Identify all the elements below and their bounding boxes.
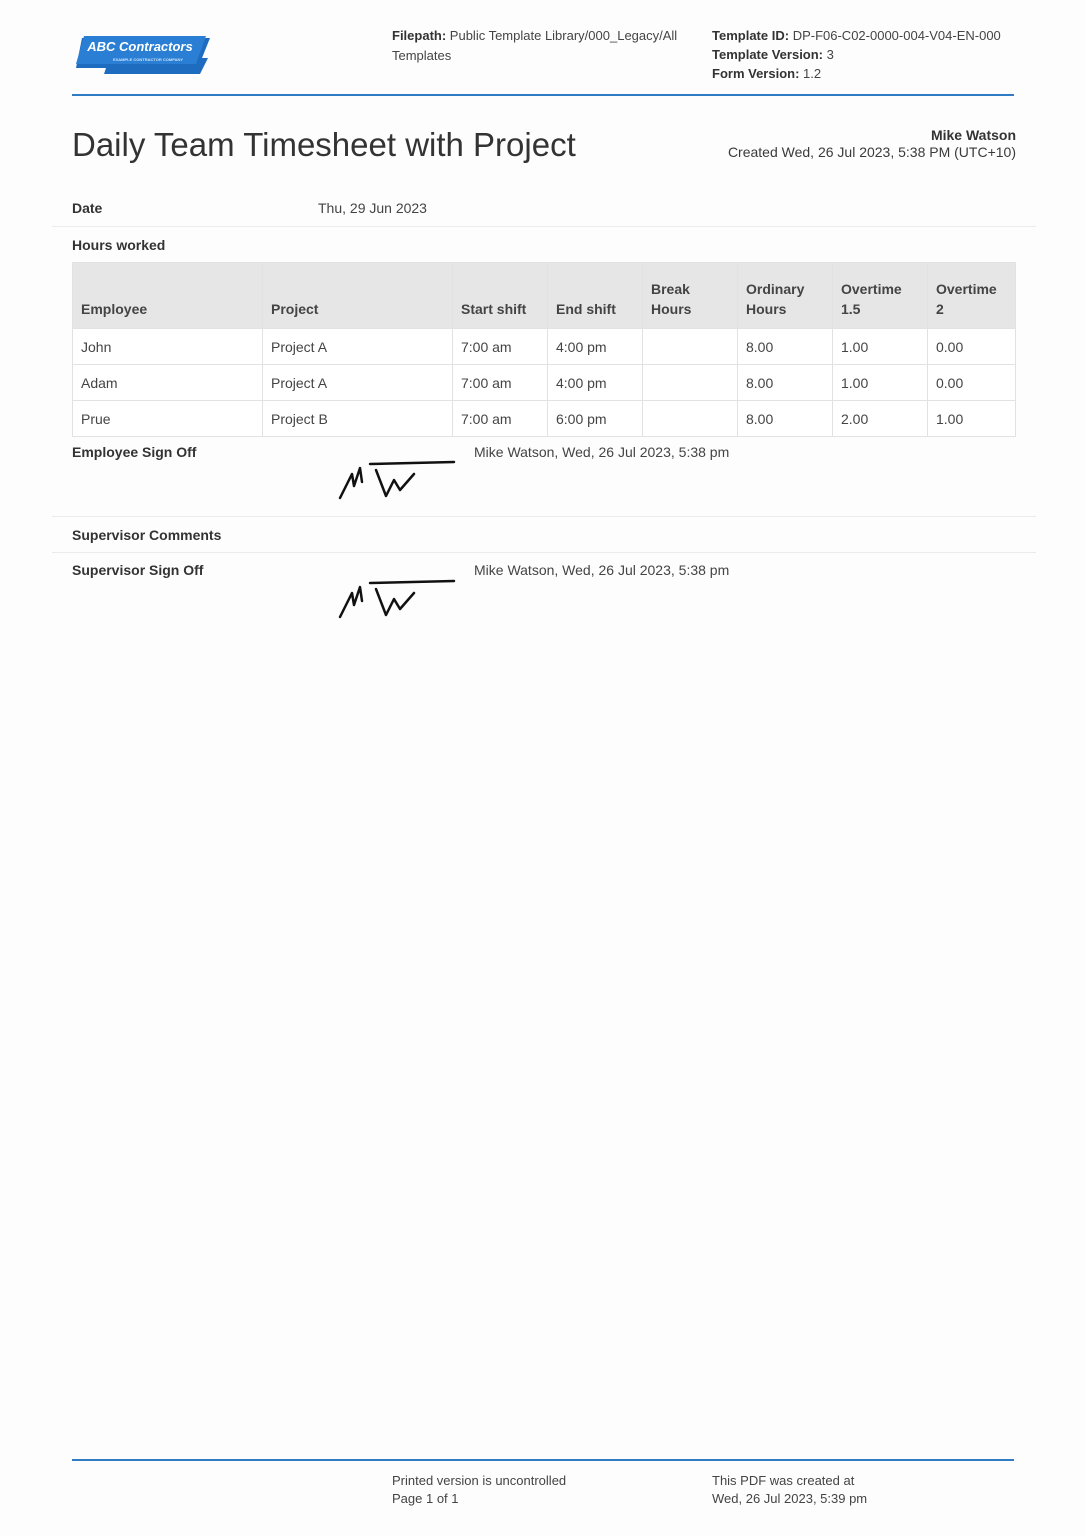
cell-employee: John (73, 329, 263, 365)
hours-table (72, 262, 1016, 437)
template-version-label: Template Version: (712, 47, 824, 62)
table-header-row (73, 263, 1016, 329)
cell-ordinary-hours: 8.00 (738, 329, 833, 365)
hours-worked-label: Hours worked (72, 237, 166, 253)
supervisor-comments-row (52, 517, 1036, 553)
footer-left (392, 1472, 566, 1508)
cell-end-shift: 6:00 pm (548, 401, 643, 437)
cell-ordinary-hours: 8.00 (738, 401, 833, 437)
page-title: Daily Team Timesheet with Project (72, 126, 576, 163)
col-start-shift: Start shift (453, 263, 548, 329)
logo-tagline: EXAMPLE CONTRACTOR COMPANY (112, 57, 184, 62)
col-project: Project (263, 263, 453, 329)
author-block (728, 127, 1016, 161)
cell-start-shift: 7:00 am (453, 329, 548, 365)
table-row (73, 329, 1016, 365)
company-logo (74, 34, 210, 74)
cell-start-shift: 7:00 am (453, 365, 548, 401)
filepath-value: Public Template Library/000_Legacy/All Templates (392, 28, 678, 63)
cell-end-shift: 4:00 pm (548, 329, 643, 365)
date-label: Date (72, 200, 103, 216)
template-meta-block (712, 26, 1032, 83)
template-id-value: DP-F06-C02-0000-004-V04-EN-000 (792, 28, 1001, 43)
cell-overtime-2: 0.00 (928, 365, 1016, 401)
author-name: Mike Watson (930, 127, 1016, 143)
col-employee: Employee (73, 263, 263, 329)
cell-break-hours (643, 365, 738, 401)
cell-overtime-2: 0.00 (928, 329, 1016, 365)
date-value: Thu, 29 Jun 2023 (318, 200, 427, 216)
employee-signoff-row (52, 436, 1036, 517)
cell-overtime-2: 1.00 (928, 401, 1016, 437)
pdf-created-label: This PDF was created at (712, 1473, 855, 1488)
cell-project: Project A (263, 365, 453, 401)
pdf-created-timestamp: Wed, 26 Jul 2023, 5:39 pm (712, 1491, 868, 1506)
created-timestamp: Created Wed, 26 Jul 2023, 5:38 PM (UTC+10) (727, 144, 1016, 160)
col-overtime-1-5: Overtime 1.5 (833, 263, 928, 329)
table-row (73, 401, 1016, 437)
cell-end-shift: 4:00 pm (548, 365, 643, 401)
cell-ordinary-hours: 8.00 (738, 365, 833, 401)
employee-signature-image (336, 458, 458, 504)
supervisor-signature-image (336, 577, 458, 623)
cell-overtime-1-5: 2.00 (833, 401, 928, 437)
footer-right (712, 1472, 867, 1508)
employee-signoff-label: Employee Sign Off (72, 444, 197, 460)
logo-name: ABC Contractors (87, 39, 193, 54)
cell-project: Project B (263, 401, 453, 437)
uncontrolled-notice: Printed version is uncontrolled (392, 1473, 567, 1488)
cell-employee: Prue (73, 401, 263, 437)
supervisor-signoff-row (52, 553, 1036, 633)
template-version-value: 3 (826, 47, 834, 62)
form-version-value: 1.2 (803, 66, 822, 81)
cell-overtime-1-5: 1.00 (833, 329, 928, 365)
col-ordinary-hours: Ordinary Hours (738, 263, 833, 329)
footer-divider (72, 1459, 1014, 1461)
supervisor-comments-label: Supervisor Comments (72, 527, 222, 543)
col-end-shift: End shift (548, 263, 643, 329)
cell-start-shift: 7:00 am (453, 401, 548, 437)
page-header (72, 0, 1014, 96)
header-divider (72, 94, 1014, 96)
filepath-label: Filepath: (392, 28, 447, 43)
form-version-label: Form Version: (712, 66, 800, 81)
page-number: Page 1 of 1 (392, 1491, 459, 1506)
cell-employee: Adam (73, 365, 263, 401)
employee-signoff-value: Mike Watson, Wed, 26 Jul 2023, 5:38 pm (474, 444, 730, 460)
supervisor-signoff-value: Mike Watson, Wed, 26 Jul 2023, 5:38 pm (474, 562, 730, 578)
cell-project: Project A (263, 329, 453, 365)
filepath-block (392, 26, 692, 66)
cell-break-hours (643, 329, 738, 365)
col-overtime-2: Overtime 2 (928, 263, 1016, 329)
col-break-hours: Break Hours (643, 263, 738, 329)
date-row (52, 190, 1036, 227)
table-row (73, 365, 1016, 401)
cell-overtime-1-5: 1.00 (833, 365, 928, 401)
template-id-label: Template ID: (712, 28, 790, 43)
supervisor-signoff-label: Supervisor Sign Off (72, 562, 204, 578)
cell-break-hours (643, 401, 738, 437)
